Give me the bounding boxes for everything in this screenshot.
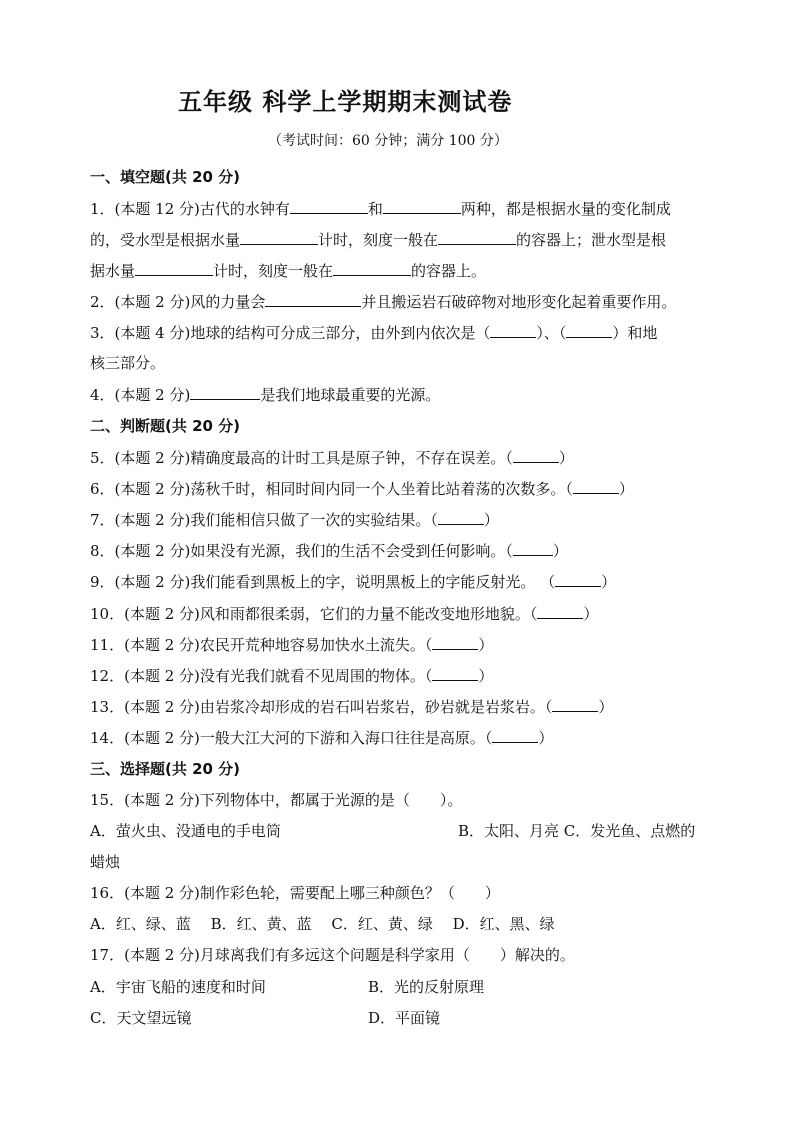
answer-blank[interactable] <box>333 260 411 276</box>
question-1-line-2: 的，受水型是根据水量 计时，刻度一般在 的容器上；泄水型是根 <box>90 231 667 249</box>
answer-blank[interactable] <box>537 603 583 619</box>
question-17-option-d: D．平面镜 <box>368 1009 441 1027</box>
exam-subtitle: （考试时间：60 分钟；满分 100 分） <box>268 133 508 149</box>
question-16-options: A．红、绿、蓝 B．红、黄、蓝 C．红、黄、绿 D．红、黑、绿 <box>90 915 555 933</box>
question-17-option-a: A．宇宙飞船的速度和时间 <box>90 978 266 996</box>
question-15-option-bc: B．太阳、月亮 C．发光鱼、点燃的 <box>458 822 696 840</box>
answer-blank[interactable] <box>438 229 516 245</box>
answer-blank[interactable] <box>555 571 601 587</box>
section-heading-multiple-choice: 三、选择题(共 20 分) <box>90 760 241 778</box>
answer-blank[interactable] <box>552 696 598 712</box>
answer-blank[interactable] <box>265 291 361 307</box>
question-14: 14．(本题 2 分)一般大江大河的下游和入海口往往是高原。（ ） <box>90 729 554 747</box>
answer-blank[interactable] <box>490 322 536 338</box>
answer-blank[interactable] <box>383 198 461 214</box>
question-15-continuation: 蜡烛 <box>90 853 121 871</box>
question-17-option-c: C．天文望远镜 <box>90 1009 192 1027</box>
question-15-stem: 15．(本题 2 分)下列物体中，都属于光源的是（ ）。 <box>90 791 463 809</box>
exam-title: 五年级 科学上学期期末测试卷 <box>178 88 513 116</box>
question-3-line-2: 核三部分。 <box>90 354 166 372</box>
question-6: 6．(本题 2 分)荡秋千时，相同时间内同一个人坐着比站着荡的次数多。（ ） <box>90 480 634 498</box>
answer-blank[interactable] <box>438 509 484 525</box>
question-4: 4．(本题 2 分) 是我们地球最重要的光源。 <box>90 386 441 404</box>
question-7: 7．(本题 2 分)我们能相信只做了一次的实验结果。（ ） <box>90 511 499 529</box>
answer-blank[interactable] <box>513 447 559 463</box>
answer-blank[interactable] <box>240 229 318 245</box>
answer-blank[interactable] <box>573 478 619 494</box>
question-15-option-a: A．萤火虫、没通电的手电筒 <box>90 822 281 840</box>
question-13: 13．(本题 2 分)由岩浆冷却形成的岩石叫岩浆岩，砂岩就是岩浆岩。（ ） <box>90 698 614 716</box>
answer-blank[interactable] <box>290 198 368 214</box>
question-1-line-1: 1．(本题 12 分)古代的水钟有 和 两种，都是根据水量的变化制成 <box>90 200 671 218</box>
answer-blank[interactable] <box>513 540 553 556</box>
question-17-stem: 17．(本题 2 分)月球离我们有多远这个问题是科学家用（ ）解决的。 <box>90 946 575 964</box>
answer-blank[interactable] <box>432 634 478 650</box>
question-10: 10．(本题 2 分)风和雨都很柔弱，它们的力量不能改变地形地貌。（ ） <box>90 605 599 623</box>
question-16-stem: 16．(本题 2 分)制作彩色轮，需要配上哪三种颜色？（ ） <box>90 884 500 902</box>
answer-blank[interactable] <box>135 260 213 276</box>
question-8: 8．(本题 2 分)如果没有光源，我们的生活不会受到任何影响。（ ） <box>90 542 568 560</box>
question-3-line-1: 3．(本题 4 分)地球的结构可分成三部分，由外到内依次是（ ）、（ ）和地 <box>90 324 658 342</box>
question-17-option-b: B．光的反射原理 <box>368 978 485 996</box>
question-9: 9．(本题 2 分)我们能看到黑板上的字，说明黑板上的字能反射光。 （ ） <box>90 573 617 591</box>
question-5: 5．(本题 2 分)精确度最高的计时工具是原子钟，不存在误差。（ ） <box>90 449 574 467</box>
answer-blank[interactable] <box>432 665 478 681</box>
question-11: 11．(本题 2 分)农民开荒种地容易加快水土流失。（ ） <box>90 636 494 654</box>
question-12: 12．(本题 2 分)没有光我们就看不见周围的物体。（ ） <box>90 667 494 685</box>
answer-blank[interactable] <box>190 384 260 400</box>
answer-blank[interactable] <box>492 727 538 743</box>
answer-blank[interactable] <box>566 322 612 338</box>
question-1-line-3: 据水量 计时，刻度一般在 的容器上。 <box>90 262 487 280</box>
section-heading-fill-in: 一、填空题(共 20 分) <box>90 168 241 186</box>
section-heading-true-false: 二、判断题(共 20 分) <box>90 417 241 435</box>
question-2: 2．(本题 2 分)风的力量会 并且搬运岩石破碎物对地形变化起着重要作用。 <box>90 293 677 311</box>
